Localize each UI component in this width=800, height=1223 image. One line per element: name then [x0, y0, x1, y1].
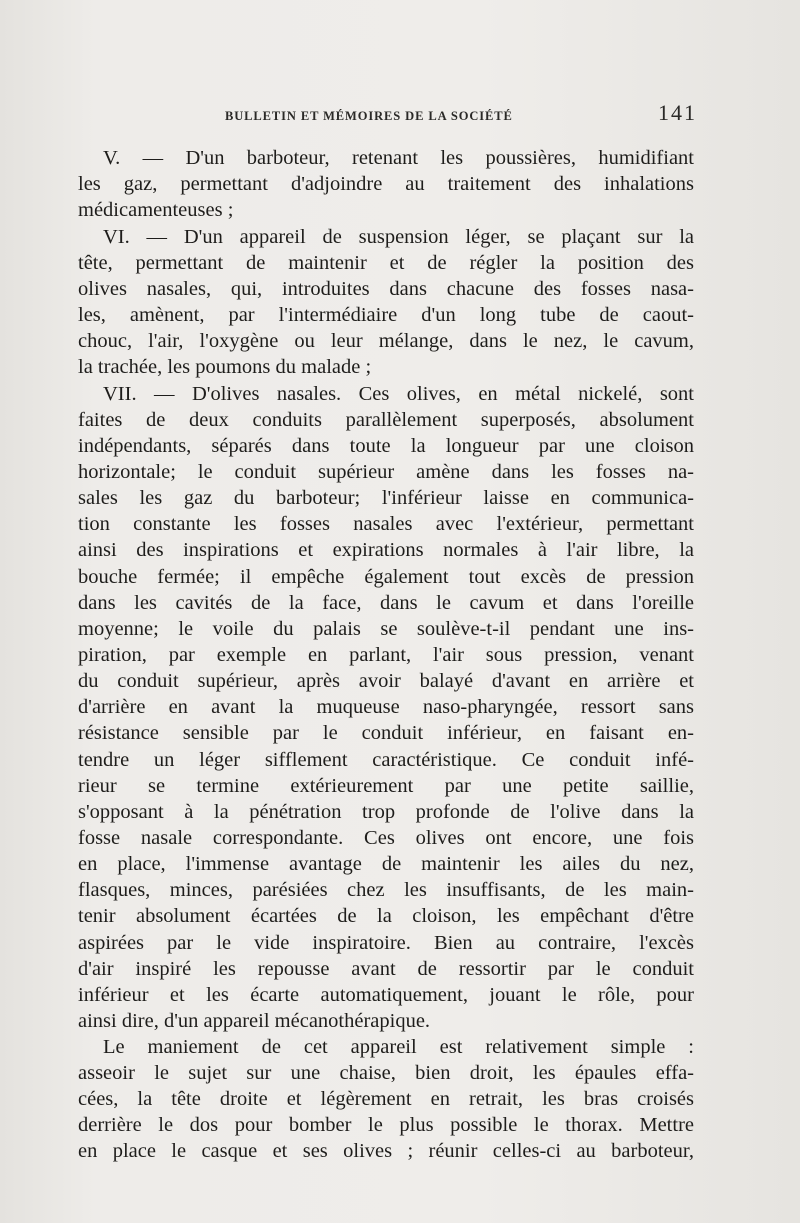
- text-line: aspirées par le vide inspiratoire. Bien au contraire, l'excès: [78, 932, 694, 954]
- text-line: du conduit supérieur, après avoir balayé d'avant en arrière et: [78, 670, 694, 692]
- text-line: médicamenteuses ;: [78, 199, 234, 221]
- text-line: Le maniement de cet appareil est relativement simple :: [103, 1036, 694, 1058]
- text-line: V. — D'un barboteur, retenant les poussières, humidifiant: [103, 147, 694, 169]
- text-line: les gaz, permettant d'adjoindre au traitement des inhalations: [78, 173, 694, 195]
- page-header: [0, 100, 800, 134]
- text-line: asseoir le sujet sur une chaise, bien droit, les épaules effa-: [78, 1062, 694, 1084]
- text-line: en place, l'immense avantage de maintenir les ailes du nez,: [78, 853, 694, 875]
- text-line: cées, la tête droite et légèrement en retrait, les bras croisés: [78, 1088, 694, 1110]
- text-line: derrière le dos pour bomber le plus possible le thorax. Mettre: [78, 1114, 694, 1136]
- text-line: horizontale; le conduit supérieur amène dans les fosses na-: [78, 461, 694, 483]
- text-line: VI. — D'un appareil de suspension léger, se plaçant sur la: [103, 226, 694, 248]
- text-line: ainsi dire, d'un appareil mécanothérapique.: [78, 1010, 431, 1032]
- text-line: les, amènent, par l'intermédiaire d'un long tube de caout-: [78, 304, 694, 326]
- text-line: résistance sensible par le conduit inférieur, en faisant en-: [78, 722, 694, 744]
- text-line: tenir absolument écartées de la cloison, les empêchant d'être: [78, 905, 694, 927]
- text-line: moyenne; le voile du palais se soulève-t-il pendant une ins-: [78, 618, 694, 640]
- text-line: dans les cavités de la face, dans le cavum et dans l'oreille: [78, 592, 694, 614]
- text-line: piration, par exemple en parlant, l'air sous pression, venant: [78, 644, 694, 666]
- text-line: tendre un léger sifflement caractéristique. Ce conduit infé-: [78, 749, 694, 771]
- text-line: tion constante les fosses nasales avec l'extérieur, permettant: [78, 513, 694, 535]
- text-line: olives nasales, qui, introduites dans chacune des fosses nasa-: [78, 278, 694, 300]
- text-line: d'air inspiré les repousse avant de ressortir par le conduit: [78, 958, 694, 980]
- text-line: flasques, minces, parésiées chez les insuffisants, de les main-: [78, 879, 694, 901]
- text-line: indépendants, séparés dans toute la longueur par une cloison: [78, 435, 694, 457]
- text-line: s'opposant à la pénétration trop profonde de l'olive dans la: [78, 801, 694, 823]
- text-line: inférieur et les écarte automatiquement, jouant le rôle, pour: [78, 984, 694, 1006]
- text-line: VII. — D'olives nasales. Ces olives, en métal nickelé, sont: [103, 383, 694, 405]
- page-number: 141: [658, 100, 697, 125]
- text-line: fosse nasale correspondante. Ces olives ont encore, une fois: [78, 827, 694, 849]
- text-line: sales les gaz du barboteur; l'inférieur laisse en communica-: [78, 487, 694, 509]
- text-line: en place le casque et ses olives ; réunir celles-ci au barboteur,: [78, 1140, 694, 1162]
- text-line: ainsi des inspirations et expirations normales à l'air libre, la: [78, 539, 694, 561]
- text-line: rieur se termine extérieurement par une petite saillie,: [78, 775, 694, 797]
- text-line: bouche fermée; il empêche également tout excès de pression: [78, 566, 694, 588]
- running-head: BULLETIN ET MÉMOIRES DE LA SOCIÉTÉ: [225, 109, 513, 123]
- text-line: faites de deux conduits parallèlement superposés, absolument: [78, 409, 694, 431]
- text-line: la trachée, les poumons du malade ;: [78, 356, 372, 378]
- text-line: tête, permettant de maintenir et de régler la position des: [78, 252, 694, 274]
- text-line: chouc, l'air, l'oxygène ou leur mélange, dans le nez, le cavum,: [78, 330, 694, 352]
- text-line: d'arrière en avant la muqueuse naso-pharyngée, ressort sans: [78, 696, 694, 718]
